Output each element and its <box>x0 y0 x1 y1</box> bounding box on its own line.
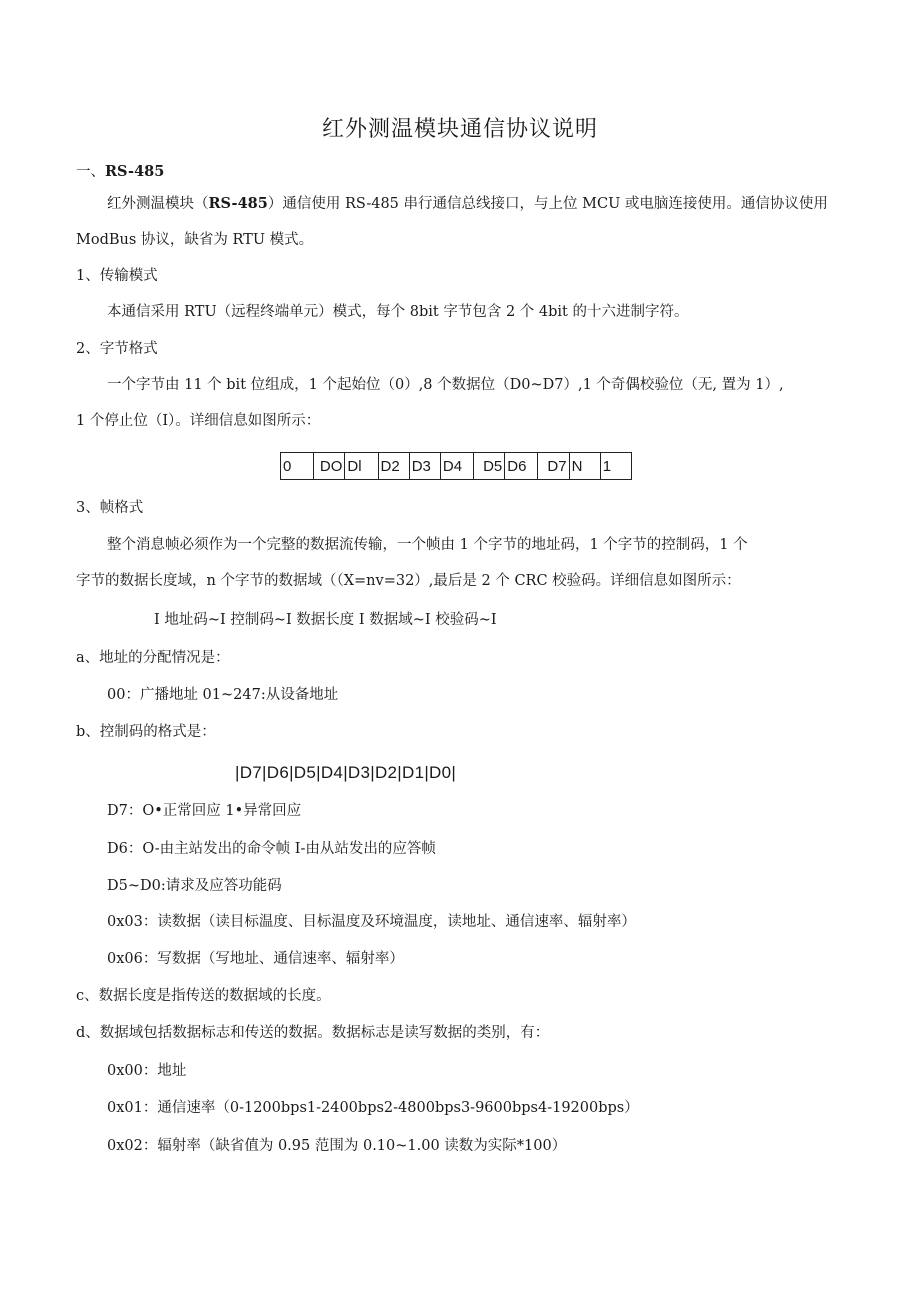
bit-cell-d3: D3 <box>409 453 440 480</box>
bit-cell-d4: D4 <box>440 453 473 480</box>
intro-text-b: RS-485 <box>208 195 268 212</box>
frame-format-line1: 整个消息帧必须作为一个完整的数据流传输，一个帧由 1 个字节的地址码，1 个字节的控制码，1 个 <box>107 537 748 553</box>
data-length-text: c、数据长度是指传送的数据域的长度。 <box>76 988 331 1004</box>
section-heading-rs485 <box>76 162 164 182</box>
byte-format-row <box>281 453 632 480</box>
bit-cell-d7: D7 <box>538 453 569 480</box>
control-d6-text: D6：O-由主站发出的命令帧 I-由从站发出的应答帧 <box>107 841 436 857</box>
frame-structure-diagram: I 地址码~I 控制码~I 数据长度 I 数据域~I 校验码~I <box>154 612 497 628</box>
byte-format-line2: 1 个停止位（I）。详细信息如图所示： <box>76 413 321 429</box>
control-d5d0-text: D5~D0:请求及应答功能码 <box>107 878 282 894</box>
bit-cell-d2: D2 <box>378 453 409 480</box>
flag-0x02-text: 0x02：辐射率（缺省值为 0.95 范围为 0.10~1.00 读数为实际*100） <box>107 1138 567 1154</box>
byte-format-line1: 一个字节由 11 个 bit 位组成，1 个起始位（0）,8 个数据位（D0~D7）,1 个奇偶校验位（无, 置为 1）, <box>107 377 784 393</box>
bit-cell-d5: D5 <box>474 453 505 480</box>
control-code-format: |D7|D6|D5|D4|D3|D2|D1|D0| <box>235 763 457 782</box>
intro-paragraph-line1 <box>107 194 828 214</box>
bit-cell-stop: 1 <box>600 453 631 480</box>
address-text: 00：广播地址 01~247:从设备地址 <box>107 687 339 703</box>
intro-text-c: ）通信使用 RS-485 串行通信总线接口，与上位 MCU 或电脑连接使用。通信协议使用 <box>267 196 828 212</box>
address-heading: a、地址的分配情况是： <box>76 650 230 666</box>
transmission-mode-text: 本通信采用 RTU（远程终端单元）模式，每个 8bit 字节包含 2 个 4bit 的十六进制字符。 <box>107 304 689 320</box>
bit-cell-parity: N <box>569 453 600 480</box>
byte-format-table <box>280 452 632 480</box>
frame-format-line2: 字节的数据长度域，n 个字节的数据域（（X=nv=32）,最后是 2 个 CRC 校验码。详细信息如图所示： <box>76 573 741 589</box>
intro-text-a: 红外测温模块（ <box>107 196 209 212</box>
bit-cell-start: 0 <box>281 453 314 480</box>
data-field-text: d、数据域包括数据标志和传送的数据。数据标志是读写数据的类别，有： <box>76 1025 550 1041</box>
control-code-heading: b、控制码的格式是： <box>76 724 216 740</box>
function-0x06-text: 0x06：写数据（写地址、通信速率、辐射率） <box>107 951 404 967</box>
frame-format-heading: 3、帧格式 <box>76 500 144 516</box>
control-d7-text: D7：O•正常回应 1•异常回应 <box>107 803 302 819</box>
bit-cell-d0: DO <box>314 453 345 480</box>
page-title: 红外测温模块通信协议说明 <box>321 117 598 142</box>
function-0x03-text: 0x03：读数据（读目标温度、目标温度及环境温度，读地址、通信速率、辐射率） <box>107 914 636 930</box>
transmission-mode-heading: 1、传输模式 <box>76 268 158 284</box>
bit-cell-d6: D6 <box>505 453 538 480</box>
section-prefix: 一、 <box>76 164 105 180</box>
byte-format-heading: 2、字节格式 <box>76 341 158 357</box>
flag-0x01-text: 0x01：通信速率（0-1200bps1-2400bps2-4800bps3-9600bps4-19200bps） <box>107 1100 639 1116</box>
section-name: RS-485 <box>105 163 165 180</box>
flag-0x00-text: 0x00：地址 <box>107 1063 187 1079</box>
bit-cell-d1: Dl <box>345 453 378 480</box>
intro-paragraph-line2: ModBus 协议，缺省为 RTU 模式。 <box>76 232 314 248</box>
